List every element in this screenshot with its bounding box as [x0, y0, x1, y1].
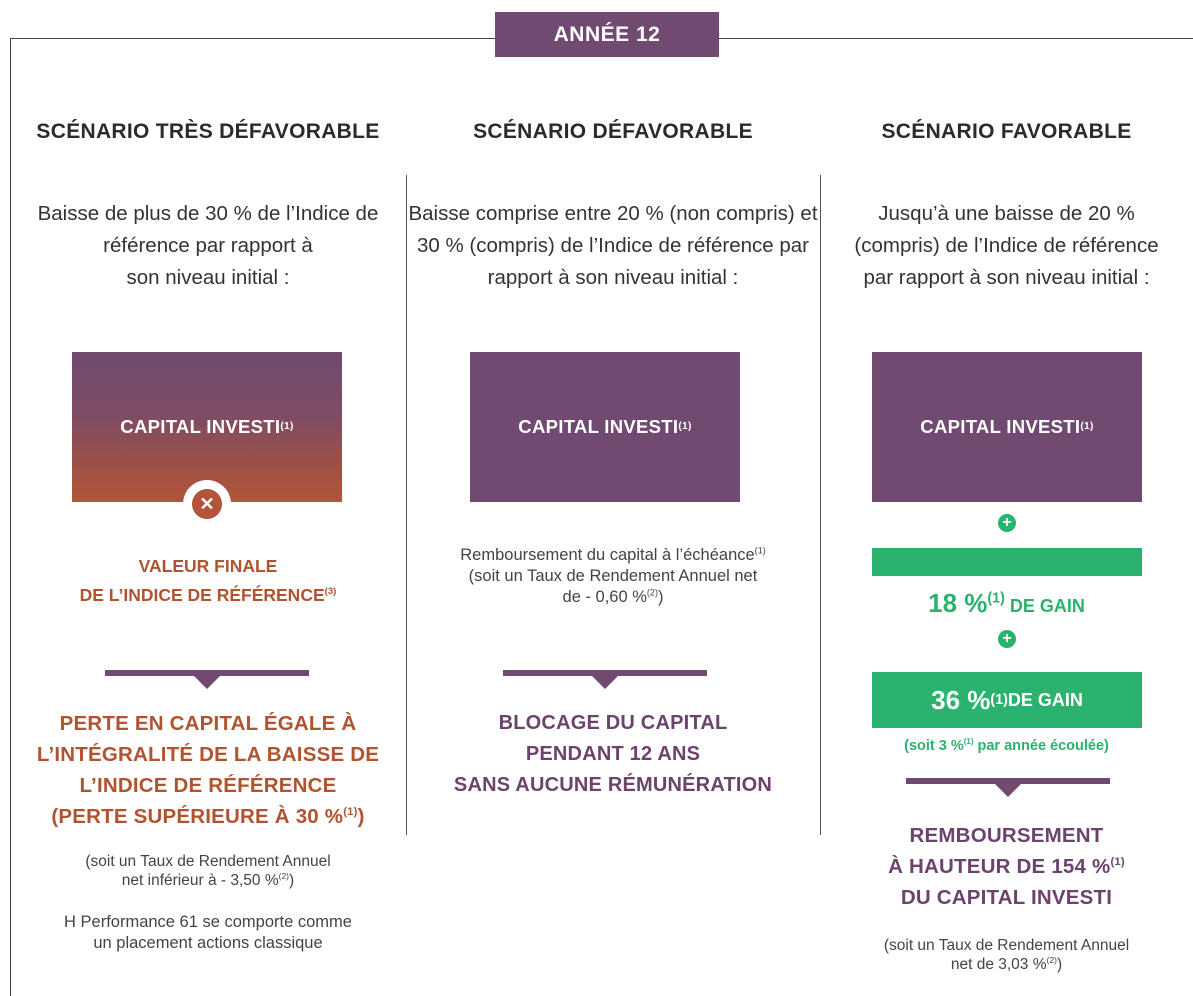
final-index-value: VALEUR FINALE DE L’INDICE DE RÉFÉRENCE$^{(3)}$ [79, 556, 337, 605]
behavior-note: H Performance 61 se comporte comme un placement actions classique [64, 913, 352, 952]
gain-18: 18 %$^{(1)}$ DE GAIN [928, 588, 1085, 618]
scenario-result: PERTE EN CAPITAL ÉGALE À L’INTÉGRALITÉ DE LA BAISSE DE L’INDICE DE RÉFÉRENCE (PERTE SUPÉRIEURE À 30 %$^{(1)}$) [36, 712, 380, 828]
scenario-title: SCÉNARIO FAVORABLE [881, 120, 1132, 143]
close-icon: ✕ [183, 480, 231, 528]
scenario-very-unfavorable [10, 0, 406, 996]
scenario-result: REMBOURSEMENT À HAUTEUR DE 154 %$^{(1)}$ DU CAPITAL INVESTI [888, 824, 1125, 909]
capital-invested-box: CAPITAL INVESTI (1) [872, 352, 1142, 502]
plus-icon: + [998, 514, 1016, 532]
separator-arrow [194, 676, 220, 689]
year-badge: ANNÉE 12 [495, 12, 719, 57]
per-year-gain: (soit 3 %$^{(1)}$ par année écoulée) [904, 737, 1109, 754]
separator-arrow [592, 676, 618, 689]
capital-invested-box: CAPITAL INVESTI (1) [72, 352, 342, 502]
return-note: (soit un Taux de Rendement Annuel net de 3,03 %$^{(2)}$) [883, 937, 1130, 973]
plus-icon: + [998, 630, 1016, 648]
scenario-description: Baisse comprise entre 20 % (non compris) et 30 % (compris) de l’Indice de référence par rapport à son niveau initial : [408, 202, 818, 289]
scenario-favorable [820, 0, 1193, 996]
scenario-title: SCÉNARIO TRÈS DÉFAVORABLE [36, 120, 380, 143]
capital-invested-box: CAPITAL INVESTI (1) [470, 352, 740, 502]
scenario-description: Baisse de plus de 30 % de l’Indice de référence par rapport à son niveau initial : [37, 202, 379, 289]
scenario-title: SCÉNARIO DÉFAVORABLE [473, 120, 753, 143]
scenario-unfavorable [406, 0, 820, 996]
repayment-note: Remboursement du capital à l’échéance$^{(1)}$ (soit un Taux de Rendement Annuel net de - 0,60 %$^{(2)}$) [460, 545, 766, 606]
gain-bar [872, 548, 1142, 576]
return-note: (soit un Taux de Rendement Annuel net inférieur à - 3,50 %$^{(2)}$) [85, 853, 331, 889]
scenario-result: BLOCAGE DU CAPITAL PENDANT 12 ANS SANS AUCUNE RÉMUNÉRATION [453, 712, 773, 796]
separator-arrow [995, 784, 1021, 797]
scenario-description: Jusqu’à une baisse de 20 % (compris) de l’Indice de référence par rapport à son niveau initial : [854, 202, 1159, 289]
gain-36-box: 36 % (1) DE GAIN [872, 672, 1142, 728]
